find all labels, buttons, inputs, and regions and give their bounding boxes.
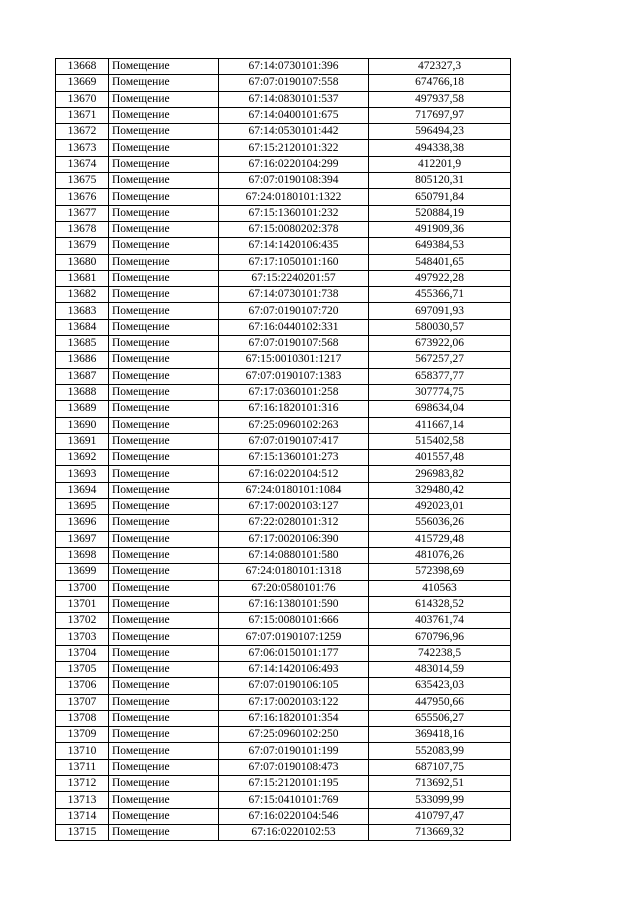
object-type-cell: Помещение (109, 75, 219, 91)
table-row (56, 661, 511, 677)
object-type-cell: Помещение (109, 417, 219, 433)
row-number-cell: 13691 (56, 433, 109, 449)
row-number-cell: 13701 (56, 596, 109, 612)
table-row (56, 221, 511, 237)
cadastral-value-cell: 483014,59 (369, 661, 511, 677)
table-row (56, 743, 511, 759)
object-type-cell: Помещение (109, 270, 219, 286)
row-number-cell: 13693 (56, 466, 109, 482)
row-number-cell: 13699 (56, 564, 109, 580)
row-number-cell: 13689 (56, 401, 109, 417)
table-row (56, 776, 511, 792)
table-row (56, 808, 511, 824)
cadastral-table (55, 58, 511, 841)
object-type-cell: Помещение (109, 401, 219, 417)
table-row (56, 173, 511, 189)
cadastral-number-cell: 67:14:0530101:442 (219, 124, 369, 140)
table-row (56, 613, 511, 629)
table-row (56, 482, 511, 498)
table-row (56, 450, 511, 466)
table-row (56, 564, 511, 580)
cadastral-number-cell: 67:15:2120101:322 (219, 140, 369, 156)
row-number-cell: 13671 (56, 107, 109, 123)
object-type-cell: Помещение (109, 596, 219, 612)
object-type-cell: Помещение (109, 645, 219, 661)
cadastral-number-cell: 67:17:1050101:160 (219, 254, 369, 270)
object-type-cell: Помещение (109, 107, 219, 123)
cadastral-value-cell: 492023,01 (369, 499, 511, 515)
row-number-cell: 13670 (56, 91, 109, 107)
cadastral-value-cell: 674766,18 (369, 75, 511, 91)
table-row (56, 287, 511, 303)
row-number-cell: 13704 (56, 645, 109, 661)
cadastral-number-cell: 67:14:0730101:396 (219, 59, 369, 75)
table-row (56, 384, 511, 400)
cadastral-value-cell: 296983,82 (369, 466, 511, 482)
object-type-cell: Помещение (109, 221, 219, 237)
cadastral-value-cell: 307774,75 (369, 384, 511, 400)
cadastral-value-cell: 614328,52 (369, 596, 511, 612)
row-number-cell: 13679 (56, 238, 109, 254)
row-number-cell: 13675 (56, 173, 109, 189)
row-number-cell: 13715 (56, 824, 109, 840)
object-type-cell: Помещение (109, 482, 219, 498)
cadastral-number-cell: 67:15:0080101:666 (219, 613, 369, 629)
cadastral-number-cell: 67:17:0020103:122 (219, 694, 369, 710)
row-number-cell: 13710 (56, 743, 109, 759)
object-type-cell: Помещение (109, 254, 219, 270)
table-row (56, 303, 511, 319)
table-row (56, 596, 511, 612)
cadastral-value-cell: 742238,5 (369, 645, 511, 661)
cadastral-value-cell: 411667,14 (369, 417, 511, 433)
cadastral-value-cell: 567257,27 (369, 352, 511, 368)
cadastral-value-cell: 805120,31 (369, 173, 511, 189)
cadastral-number-cell: 67:24:0180101:1084 (219, 482, 369, 498)
table-row (56, 270, 511, 286)
row-number-cell: 13678 (56, 221, 109, 237)
cadastral-number-cell: 67:14:0830101:537 (219, 91, 369, 107)
table-row (56, 156, 511, 172)
object-type-cell: Помещение (109, 661, 219, 677)
cadastral-value-cell: 410563 (369, 580, 511, 596)
row-number-cell: 13712 (56, 776, 109, 792)
cadastral-number-cell: 67:15:0010301:1217 (219, 352, 369, 368)
table-row (56, 547, 511, 563)
row-number-cell: 13677 (56, 205, 109, 221)
cadastral-number-cell: 67:15:0410101:769 (219, 792, 369, 808)
cadastral-number-cell: 67:16:0440102:331 (219, 319, 369, 335)
table-row (56, 759, 511, 775)
object-type-cell: Помещение (109, 91, 219, 107)
cadastral-number-cell: 67:14:1420106:435 (219, 238, 369, 254)
cadastral-number-cell: 67:07:0190107:417 (219, 433, 369, 449)
cadastral-number-cell: 67:07:0190107:568 (219, 336, 369, 352)
cadastral-number-cell: 67:07:0190106:105 (219, 678, 369, 694)
table-row (56, 319, 511, 335)
row-number-cell: 13681 (56, 270, 109, 286)
table-row (56, 515, 511, 531)
cadastral-value-cell: 717697,97 (369, 107, 511, 123)
object-type-cell: Помещение (109, 173, 219, 189)
cadastral-number-cell: 67:15:1360101:273 (219, 450, 369, 466)
cadastral-value-cell: 403761,74 (369, 613, 511, 629)
cadastral-value-cell: 670796,96 (369, 629, 511, 645)
object-type-cell: Помещение (109, 156, 219, 172)
cadastral-number-cell: 67:07:0190108:473 (219, 759, 369, 775)
cadastral-number-cell: 67:15:0080202:378 (219, 221, 369, 237)
cadastral-number-cell: 67:15:1360101:232 (219, 205, 369, 221)
row-number-cell: 13673 (56, 140, 109, 156)
row-number-cell: 13703 (56, 629, 109, 645)
cadastral-number-cell: 67:15:2120101:195 (219, 776, 369, 792)
table-row (56, 336, 511, 352)
object-type-cell: Помещение (109, 466, 219, 482)
cadastral-number-cell: 67:25:0960102:250 (219, 727, 369, 743)
row-number-cell: 13668 (56, 59, 109, 75)
row-number-cell: 13672 (56, 124, 109, 140)
cadastral-number-cell: 67:14:1420106:493 (219, 661, 369, 677)
cadastral-value-cell: 447950,66 (369, 694, 511, 710)
cadastral-value-cell: 649384,53 (369, 238, 511, 254)
row-number-cell: 13674 (56, 156, 109, 172)
table-row (56, 466, 511, 482)
table-row (56, 91, 511, 107)
cadastral-value-cell: 673922,06 (369, 336, 511, 352)
cadastral-value-cell: 481076,26 (369, 547, 511, 563)
cadastral-value-cell: 650791,84 (369, 189, 511, 205)
cadastral-value-cell: 533099,99 (369, 792, 511, 808)
object-type-cell: Помещение (109, 678, 219, 694)
object-type-cell: Помещение (109, 759, 219, 775)
cadastral-value-cell: 520884,19 (369, 205, 511, 221)
cadastral-number-cell: 67:16:0220104:512 (219, 466, 369, 482)
table-row (56, 792, 511, 808)
object-type-cell: Помещение (109, 189, 219, 205)
cadastral-number-cell: 67:16:1380101:590 (219, 596, 369, 612)
object-type-cell: Помещение (109, 792, 219, 808)
row-number-cell: 13676 (56, 189, 109, 205)
cadastral-number-cell: 67:07:0190101:199 (219, 743, 369, 759)
table-row (56, 124, 511, 140)
document-page (55, 58, 511, 841)
table-row (56, 59, 511, 75)
cadastral-value-cell: 415729,48 (369, 531, 511, 547)
object-type-cell: Помещение (109, 59, 219, 75)
row-number-cell: 13685 (56, 336, 109, 352)
row-number-cell: 13694 (56, 482, 109, 498)
cadastral-value-cell: 329480,42 (369, 482, 511, 498)
row-number-cell: 13690 (56, 417, 109, 433)
row-number-cell: 13695 (56, 499, 109, 515)
cadastral-value-cell: 655506,27 (369, 710, 511, 726)
cadastral-value-cell: 687107,75 (369, 759, 511, 775)
table-row (56, 824, 511, 840)
object-type-cell: Помещение (109, 629, 219, 645)
table-row (56, 254, 511, 270)
cadastral-number-cell: 67:07:0190107:1259 (219, 629, 369, 645)
cadastral-number-cell: 67:06:0150101:177 (219, 645, 369, 661)
table-row (56, 368, 511, 384)
row-number-cell: 13669 (56, 75, 109, 91)
object-type-cell: Помещение (109, 238, 219, 254)
cadastral-value-cell: 697091,93 (369, 303, 511, 319)
object-type-cell: Помещение (109, 384, 219, 400)
cadastral-value-cell: 572398,69 (369, 564, 511, 580)
cadastral-number-cell: 67:07:0190108:394 (219, 173, 369, 189)
table-row (56, 107, 511, 123)
cadastral-value-cell: 369418,16 (369, 727, 511, 743)
cadastral-value-cell: 658377,77 (369, 368, 511, 384)
row-number-cell: 13702 (56, 613, 109, 629)
row-number-cell: 13697 (56, 531, 109, 547)
object-type-cell: Помещение (109, 613, 219, 629)
cadastral-number-cell: 67:17:0360101:258 (219, 384, 369, 400)
cadastral-value-cell: 580030,57 (369, 319, 511, 335)
row-number-cell: 13713 (56, 792, 109, 808)
cadastral-number-cell: 67:16:1820101:316 (219, 401, 369, 417)
cadastral-number-cell: 67:16:1820101:354 (219, 710, 369, 726)
table-row (56, 205, 511, 221)
object-type-cell: Помещение (109, 808, 219, 824)
row-number-cell: 13688 (56, 384, 109, 400)
cadastral-value-cell: 412201,9 (369, 156, 511, 172)
cadastral-number-cell: 67:16:0220102:53 (219, 824, 369, 840)
row-number-cell: 13696 (56, 515, 109, 531)
row-number-cell: 13683 (56, 303, 109, 319)
table-row (56, 580, 511, 596)
table-row (56, 189, 511, 205)
table-body (56, 59, 511, 841)
row-number-cell: 13684 (56, 319, 109, 335)
table-row (56, 417, 511, 433)
row-number-cell: 13687 (56, 368, 109, 384)
table-row (56, 678, 511, 694)
object-type-cell: Помещение (109, 303, 219, 319)
cadastral-value-cell: 455366,71 (369, 287, 511, 303)
cadastral-value-cell: 635423,03 (369, 678, 511, 694)
cadastral-value-cell: 494338,38 (369, 140, 511, 156)
row-number-cell: 13709 (56, 727, 109, 743)
object-type-cell: Помещение (109, 336, 219, 352)
cadastral-number-cell: 67:24:0180101:1318 (219, 564, 369, 580)
object-type-cell: Помещение (109, 515, 219, 531)
table-row (56, 727, 511, 743)
object-type-cell: Помещение (109, 776, 219, 792)
table-row (56, 499, 511, 515)
cadastral-number-cell: 67:25:0960102:263 (219, 417, 369, 433)
table-row (56, 401, 511, 417)
row-number-cell: 13711 (56, 759, 109, 775)
object-type-cell: Помещение (109, 710, 219, 726)
cadastral-value-cell: 596494,23 (369, 124, 511, 140)
table-row (56, 433, 511, 449)
cadastral-value-cell: 552083,99 (369, 743, 511, 759)
object-type-cell: Помещение (109, 287, 219, 303)
cadastral-value-cell: 472327,3 (369, 59, 511, 75)
cadastral-number-cell: 67:07:0190107:1383 (219, 368, 369, 384)
table-row (56, 75, 511, 91)
object-type-cell: Помещение (109, 205, 219, 221)
table-row (56, 694, 511, 710)
table-row (56, 531, 511, 547)
object-type-cell: Помещение (109, 499, 219, 515)
row-number-cell: 13706 (56, 678, 109, 694)
table-row (56, 629, 511, 645)
cadastral-number-cell: 67:16:0220104:299 (219, 156, 369, 172)
cadastral-number-cell: 67:07:0190107:558 (219, 75, 369, 91)
table-row (56, 238, 511, 254)
object-type-cell: Помещение (109, 564, 219, 580)
cadastral-value-cell: 713669,32 (369, 824, 511, 840)
object-type-cell: Помещение (109, 124, 219, 140)
row-number-cell: 13682 (56, 287, 109, 303)
object-type-cell: Помещение (109, 368, 219, 384)
cadastral-number-cell: 67:15:2240201:57 (219, 270, 369, 286)
object-type-cell: Помещение (109, 727, 219, 743)
object-type-cell: Помещение (109, 743, 219, 759)
table-row (56, 140, 511, 156)
cadastral-value-cell: 713692,51 (369, 776, 511, 792)
row-number-cell: 13686 (56, 352, 109, 368)
cadastral-number-cell: 67:07:0190107:720 (219, 303, 369, 319)
row-number-cell: 13700 (56, 580, 109, 596)
cadastral-value-cell: 556036,26 (369, 515, 511, 531)
row-number-cell: 13714 (56, 808, 109, 824)
cadastral-value-cell: 491909,36 (369, 221, 511, 237)
cadastral-value-cell: 497922,28 (369, 270, 511, 286)
cadastral-number-cell: 67:14:0880101:580 (219, 547, 369, 563)
cadastral-number-cell: 67:14:0400101:675 (219, 107, 369, 123)
cadastral-number-cell: 67:22:0280101:312 (219, 515, 369, 531)
object-type-cell: Помещение (109, 694, 219, 710)
object-type-cell: Помещение (109, 547, 219, 563)
row-number-cell: 13705 (56, 661, 109, 677)
object-type-cell: Помещение (109, 450, 219, 466)
cadastral-number-cell: 67:16:0220104:546 (219, 808, 369, 824)
cadastral-number-cell: 67:14:0730101:738 (219, 287, 369, 303)
cadastral-number-cell: 67:24:0180101:1322 (219, 189, 369, 205)
cadastral-value-cell: 548401,65 (369, 254, 511, 270)
cadastral-number-cell: 67:17:0020106:390 (219, 531, 369, 547)
cadastral-number-cell: 67:17:0020103:127 (219, 499, 369, 515)
row-number-cell: 13698 (56, 547, 109, 563)
cadastral-value-cell: 515402,58 (369, 433, 511, 449)
row-number-cell: 13707 (56, 694, 109, 710)
object-type-cell: Помещение (109, 580, 219, 596)
object-type-cell: Помещение (109, 433, 219, 449)
table-row (56, 645, 511, 661)
row-number-cell: 13708 (56, 710, 109, 726)
object-type-cell: Помещение (109, 352, 219, 368)
cadastral-value-cell: 410797,47 (369, 808, 511, 824)
object-type-cell: Помещение (109, 319, 219, 335)
table-row (56, 352, 511, 368)
cadastral-value-cell: 698634,04 (369, 401, 511, 417)
object-type-cell: Помещение (109, 824, 219, 840)
cadastral-value-cell: 401557,48 (369, 450, 511, 466)
cadastral-value-cell: 497937,58 (369, 91, 511, 107)
cadastral-number-cell: 67:20:0580101:76 (219, 580, 369, 596)
row-number-cell: 13692 (56, 450, 109, 466)
row-number-cell: 13680 (56, 254, 109, 270)
object-type-cell: Помещение (109, 140, 219, 156)
table-row (56, 710, 511, 726)
object-type-cell: Помещение (109, 531, 219, 547)
